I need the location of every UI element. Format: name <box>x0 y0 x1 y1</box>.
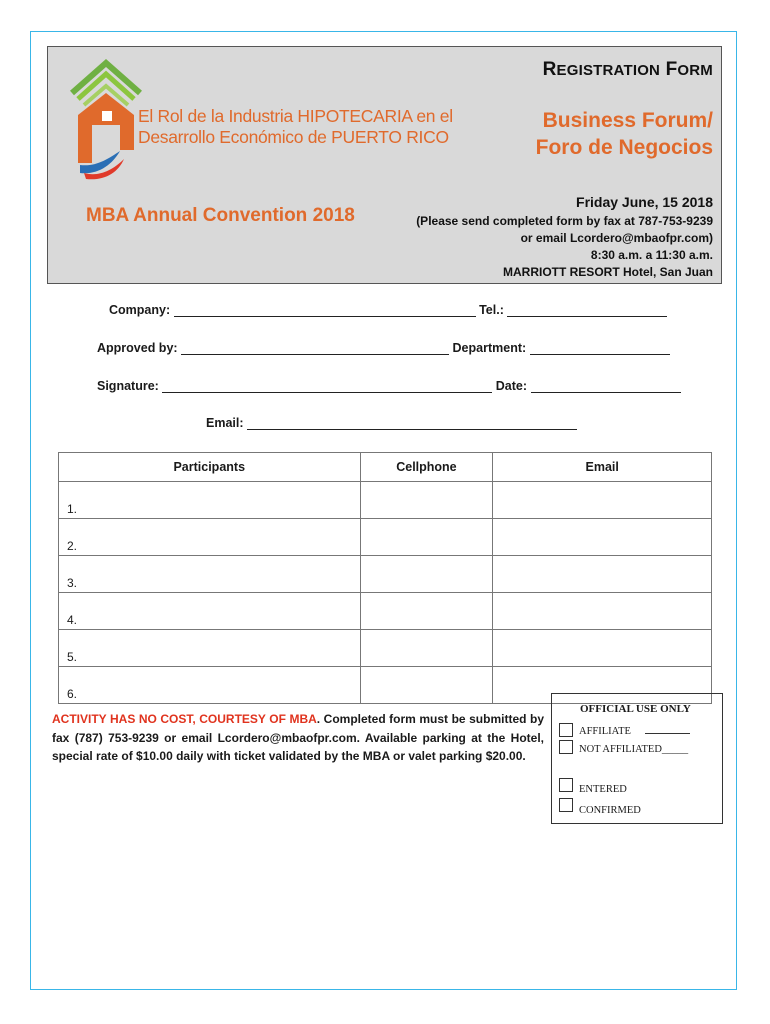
cellphone-cell[interactable] <box>360 519 493 556</box>
table-header-row <box>59 453 712 482</box>
fax-note: (Please send completed form by fax at 787-753-9239 <box>416 214 713 228</box>
business-forum-title <box>536 107 713 161</box>
convention-title: MBA Annual Convention 2018 <box>86 205 355 226</box>
email-note: or email Lcordero@mbaofpr.com) <box>520 231 713 245</box>
signature-label: Signature: <box>97 379 159 393</box>
approved-row <box>97 340 670 355</box>
email-cell[interactable] <box>493 519 712 556</box>
participant-cell[interactable]: 4. <box>59 593 361 630</box>
participant-cell[interactable]: 2. <box>59 519 361 556</box>
cellphone-cell[interactable] <box>360 667 493 704</box>
cellphone-cell[interactable] <box>360 630 493 667</box>
tel-label: Tel.: <box>479 303 504 317</box>
entered-checkbox[interactable] <box>559 778 573 792</box>
date-label: Date: <box>495 379 528 393</box>
tel-field[interactable] <box>507 302 667 317</box>
company-row <box>109 302 667 317</box>
notice-body: . Completed form must be submitted by fax (787) 753-9239 or email Lcordero@mbaofpr.com. Available parking at the Hotel, special rate of $10.00 daily with ticket validated by the MBA or valet parking $20.00. <box>52 712 544 763</box>
table-row <box>59 630 712 667</box>
cellphone-header: Cellphone <box>360 453 493 482</box>
event-date: Friday June, 15 2018 <box>576 194 713 210</box>
signature-field[interactable] <box>162 378 492 393</box>
event-venue: MARRIOTT RESORT Hotel, San Juan <box>502 265 713 279</box>
affiliate-label: AFFILIATE <box>579 724 690 737</box>
date-field[interactable] <box>531 378 681 393</box>
cellphone-cell[interactable] <box>360 593 493 630</box>
department-field[interactable] <box>530 340 670 355</box>
email-cell[interactable] <box>493 630 712 667</box>
entered-label: ENTERED <box>579 784 627 795</box>
participants-header: Participants <box>59 453 361 482</box>
no-cost-highlight: ACTIVITY HAS NO COST, COURTESY OF MBA <box>52 712 317 726</box>
company-field[interactable] <box>174 302 476 317</box>
cellphone-cell[interactable] <box>360 556 493 593</box>
event-info <box>416 191 713 281</box>
cost-notice <box>52 710 544 766</box>
email-header: Email <box>493 453 712 482</box>
email-cell[interactable] <box>493 556 712 593</box>
department-label: Department: <box>452 341 527 355</box>
event-time: 8:30 a.m. a 11:30 a.m. <box>590 248 713 262</box>
email-field[interactable] <box>247 415 577 430</box>
form-header <box>47 46 722 284</box>
cellphone-cell[interactable] <box>360 482 493 519</box>
email-label: Email: <box>206 416 244 430</box>
participant-cell[interactable]: 3. <box>59 556 361 593</box>
email-cell[interactable] <box>493 482 712 519</box>
email-row <box>206 415 577 430</box>
house-logo-icon <box>68 55 148 180</box>
forum-line-1: Business Forum/ <box>542 109 713 132</box>
approved-by-label: Approved by: <box>97 341 178 355</box>
table-row <box>59 593 712 630</box>
participant-cell[interactable]: 1. <box>59 482 361 519</box>
participant-cell[interactable]: 6. <box>59 667 361 704</box>
affiliate-checkbox[interactable] <box>559 723 573 737</box>
not-affiliated-label: NOT AFFILIATED_____ <box>579 744 689 755</box>
not-affiliated-checkbox[interactable] <box>559 740 573 754</box>
tagline-line-2: Desarrollo Económico de PUERTO RICO <box>138 127 449 147</box>
table-row <box>59 519 712 556</box>
signature-row <box>97 378 681 393</box>
forum-line-2: Foro de Negocios <box>535 136 713 159</box>
confirmed-label: CONFIRMED <box>579 805 641 816</box>
company-label: Company: <box>109 303 171 317</box>
registration-form-title: REGISTRATION FORM <box>542 59 713 80</box>
official-use-title: OFFICIAL USE ONLY <box>580 703 691 715</box>
email-cell[interactable] <box>493 593 712 630</box>
participant-cell[interactable]: 5. <box>59 630 361 667</box>
participants-table <box>58 452 712 704</box>
table-row <box>59 482 712 519</box>
tagline-line-1: El Rol de la Industria HIPOTECARIA en el <box>138 106 453 126</box>
approved-by-field[interactable] <box>181 340 449 355</box>
tagline <box>138 106 453 148</box>
official-use-box <box>551 693 723 824</box>
confirmed-checkbox[interactable] <box>559 798 573 812</box>
table-row <box>59 556 712 593</box>
